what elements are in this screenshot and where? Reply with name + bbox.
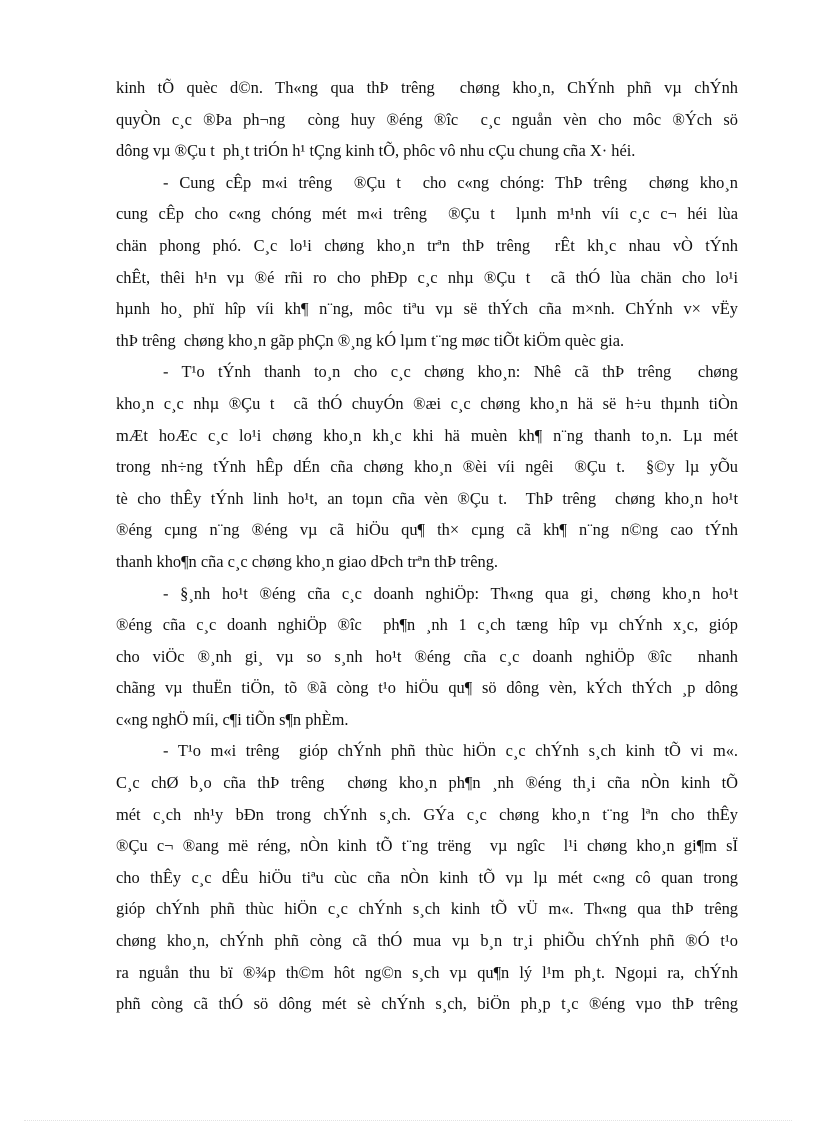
text-line: chÊt, thêi h¹n vµ ®é rñi ro cho phÐp c¸c nhµ ®Çu t cã thÓ lùa chän cho lo¹i	[116, 267, 738, 287]
text-line: thÞ trêng chøng kho¸n gãp phÇn ®¸ng kÓ lµm t¨ng møc tiÕt kiÖm quèc gia.	[116, 330, 625, 350]
text-line: ®Çu c¬ ®ang më réng, nÒn kinh tÕ t¨ng trëng vµ ngîc l¹i chøng kho¸n gi¶m sÏ	[116, 836, 738, 856]
text-line: kinh tÕ quèc d©n. Th«ng qua thÞ trêng chøng kho¸n, ChÝnh phñ vµ chÝnh	[116, 78, 738, 97]
text-line: ®éng cña c¸c doanh nghiÖp ®îc ph¶n ¸nh 1 c¸ch tæng hîp vµ chÝnh x¸c, gióp	[116, 615, 738, 635]
text-line: dông vµ ®Çu t ph¸t triÓn h¹ tÇng kinh tÕ, phôc vô nhu cÇu chung cña X· héi.	[116, 141, 636, 161]
text-line: - T¹o m«i trêng gióp chÝnh phñ thùc hiÖn c¸c chÝnh s¸ch kinh tÕ vi m«.	[163, 741, 738, 761]
text-line: chãng vµ thuËn tiÖn, tõ ®ã còng t¹o hiÖu qu¶ sö dông vèn, kÝch thÝch ¸p dông	[116, 678, 738, 698]
text-line: mét c¸ch nh¹y bÐn trong chÝnh s¸ch. GÝa c¸c chøng kho¸n t¨ng lªn cho thÊy	[116, 804, 738, 824]
text-line: cung cÊp cho c«ng chóng mét m«i trêng ®Çu t lµnh m¹nh víi c¸c c¬ héi lùa	[116, 204, 738, 224]
text-line: c«ng nghÖ míi, c¶i tiÕn s¶n phÈm.	[116, 709, 349, 729]
text-line: thanh kho¶n cña c¸c chøng kho¸n giao dÞch trªn thÞ trêng.	[116, 551, 499, 571]
text-line: chän phong phó. C¸c lo¹i chøng kho¸n trªn thÞ trêng rÊt kh¸c nhau vÒ tÝnh	[116, 235, 738, 255]
text-line: kho¸n c¸c nhµ ®Çu t cã thÓ chuyÓn ®æi c¸c chøng kho¸n hä së h÷u thµnh tiÒn	[116, 393, 738, 413]
text-line: cho thÊy c¸c dÊu hiÖu tiªu cùc cña nÒn kinh tÕ vµ lµ mét c«ng cô quan trong	[116, 867, 738, 887]
page-bottom-divider	[24, 1120, 792, 1121]
text-line: - Cung cÊp m«i trêng ®Çu t cho c«ng chóng: ThÞ trêng chøng kho¸n	[163, 172, 738, 192]
text-line: tè cho thÊy tÝnh linh ho¹t, an toµn cña vèn ®Çu t. ThÞ trêng chøng kho¸n ho¹t	[116, 488, 738, 508]
text-line: - §¸nh ho¹t ®éng cña c¸c doanh nghiÖp: Th«ng qua gi¸ chøng kho¸n ho¹t	[163, 583, 738, 603]
text-line: phñ còng cã thÓ sö dông mét sè chÝnh s¸ch, biÖn ph¸p t¸c ®éng vµo thÞ trêng	[116, 994, 738, 1014]
text-line: quyÒn c¸c ®Þa ph¬ng còng huy ®éng ®îc c¸c nguån vèn cho môc ®Ých sö	[116, 109, 738, 129]
text-line: trong nh÷ng tÝnh hÊp dÉn cña chøng kho¸n ®èi víi ngêi ®Çu t. §©y lµ yÕu	[116, 457, 738, 477]
text-line: mÆt hoÆc c¸c lo¹i chøng kho¸n kh¸c khi hä muèn kh¶ n¨ng thanh to¸n. Lµ mét	[116, 425, 738, 445]
text-line: gióp chÝnh phñ thùc hiÖn c¸c chÝnh s¸ch kinh tÕ vÜ m«. Th«ng qua thÞ trêng	[116, 899, 738, 919]
text-line: chøng kho¸n, chÝnh phñ còng cã thÓ mua vµ b¸n tr¸i phiÕu chÝnh phñ ®Ó t¹o	[116, 931, 738, 951]
text-line: - T¹o tÝnh thanh to¸n cho c¸c chøng kho¸n: Nhê cã thÞ trêng chøng	[163, 362, 738, 382]
text-line: cho viÖc ®¸nh gi¸ vµ so s¸nh ho¹t ®éng cña c¸c doanh nghiÖp ®îc nhanh	[116, 646, 738, 666]
text-line: ®éng cµng n¨ng ®éng vµ cã hiÖu qu¶ th× cµng cã kh¶ n¨ng n©ng cao tÝnh	[116, 520, 738, 540]
text-line: C¸c chØ b¸o cña thÞ trêng chøng kho¸n ph¶n ¸nh ®éng th¸i cña nÒn kinh tÕ	[116, 773, 738, 793]
text-line: hµnh ho¸ phï hîp víi kh¶ n¨ng, môc tiªu vµ së thÝch cña m×nh. ChÝnh v× vËy	[116, 299, 738, 319]
text-line: ra nguån thu bï ®¾p th©m hôt ng©n s¸ch vµ qu¶n lý l¹m ph¸t. Ngoµi ra, chÝnh	[116, 962, 738, 982]
body-text	[116, 72, 738, 1020]
